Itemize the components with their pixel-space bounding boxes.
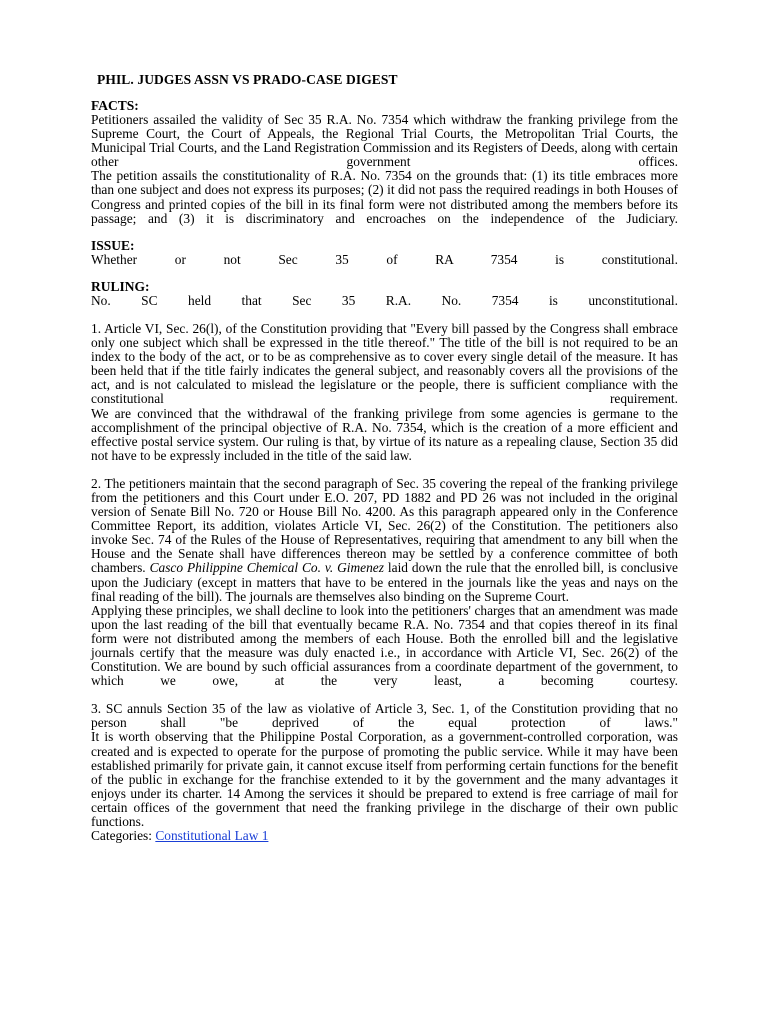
ruling-2-paragraph-1 (91, 477, 678, 604)
ruling-2-text-a: 2. The petitioners maintain that the second paragraph of Sec. 35 covering the repeal of the franking privilege from the petitioners and this Court under E.O. 207, PD 1882 and PD 26 was not included in the original version of Senate Bill No. 720 or House Bill No. 4200. As this paragraph appeared only in the Conference Committee Report, its addition, violates Article VI, Sec. 26(2) of the Constitution. The petitioners also invoke Sec. 74 of the Rules of the House of Representatives, requiring that amendment to any bill when the House and the Senate shall have differences thereon may be settled by a conference committee of both chambers. (91, 475, 678, 576)
facts-paragraph-1: Petitioners assailed the validity of Sec 35 R.A. No. 7354 which withdraw the franking privilege from the Supreme Court, the Court of Appeals, the Regional Trial Courts, the Metropolitan Trial Courts, the Municipal Trial Courts, and the Land Registration Commission and its Registers of Deeds, along with certain other government offices. (91, 112, 678, 170)
issue-heading: ISSUE: (91, 237, 135, 253)
facts-paragraph-2: The petition assails the constitutionality of R.A. No. 7354 on the grounds that: (1) its title embraces more than one subject and does not express its purposes; (2) it did not pass the required readings in both Houses of Congress and printed copies of the bill in its final form were not distributed among the members before its passage; and (3) it is discriminatory and encroaches on the independence of the Judiciary. (91, 168, 678, 226)
ruling-text: No. SC held that Sec 35 R.A. No. 7354 is unconstitutional. (91, 292, 678, 308)
categories-label: Categories: (91, 828, 156, 844)
ruling-2-text-b: laid down the rule that the enrolled bill, is conclusive upon the Judiciary (except in matters that have to be entered in the journals like the yeas and nays on the final reading of the bill). The journals are themselves also binding on the Supreme Court. (91, 560, 678, 604)
issue-text: Whether or not Sec 35 of RA 7354 is constitutional. (91, 251, 678, 267)
ruling-3-paragraph-1: 3. SC annuls Section 35 of the law as violative of Article 3, Sec. 1, of the Constitution providing that no person shall "be deprived of the equal protection of laws." (91, 701, 678, 731)
ruling-1-paragraph-1: 1. Article VI, Sec. 26(l), of the Constitution providing that "Every bill passed by the Congress shall embrace only one subject which shall be expressed in the title thereof." The title of the bill is not required to be an index to the body of the act, or to be as comprehensive as to cover every single detail of the measure. It has been held that if the title fairly indicates the general subject, and reasonably covers all the provisions of the act, and is not calculated to mislead the legislature or the people, there is sufficient compliance with the constitutional requirement. (91, 320, 678, 407)
ruling-1-paragraph-2: We are convinced that the withdrawal of the franking privilege from some agencies is germane to the accomplishment of the principal objective of R.A. No. 7354, which is the creation of a more efficient and effective postal service system. Our ruling is that, by virtue of its nature as a repealing clause, Section 35 did not have to be expressly included in the title of the said law. (91, 405, 678, 463)
ruling-2-paragraph-2: Applying these principles, we shall decline to look into the petitioners' charges that an amendment was made upon the last reading of the bill that eventually became R.A. No. 7354 and that copies thereof in its final form were not distributed among the members of each House. Both the enrolled bill and the legislative journals certify that the measure was duly enacted i.e., in accordance with Article VI, Sec. 26(2) of the Constitution. We are bound by such official assurances from a coordinate department of the government, to which we owe, at the very least, a becoming courtesy. (91, 602, 678, 689)
ruling-heading: RULING: (91, 278, 150, 294)
categories-line (91, 829, 678, 843)
case-citation: Casco Philippine Chemical Co. v. Gimenez (149, 560, 384, 576)
document-title: PHIL. JUDGES ASSN VS PRADO-CASE DIGEST (97, 72, 398, 87)
category-link[interactable]: Constitutional Law 1 (155, 828, 269, 844)
ruling-3-paragraph-2: It is worth observing that the Philippine Postal Corporation, as a government-controlled corporation, was created and is expected to operate for the purpose of promoting the public service. While it may have been established primarily for private gain, it cannot excuse itself from performing certain functions for the benefit of the public in exchange for the franchise extended to it by the government and the many advantages it enjoys under its charter. 14 Among the services it should be prepared to extend is free carriage of mail for certain offices of the government that need the franking privilege in the discharge of their own public functions. (91, 729, 678, 830)
facts-heading: FACTS: (91, 98, 139, 113)
